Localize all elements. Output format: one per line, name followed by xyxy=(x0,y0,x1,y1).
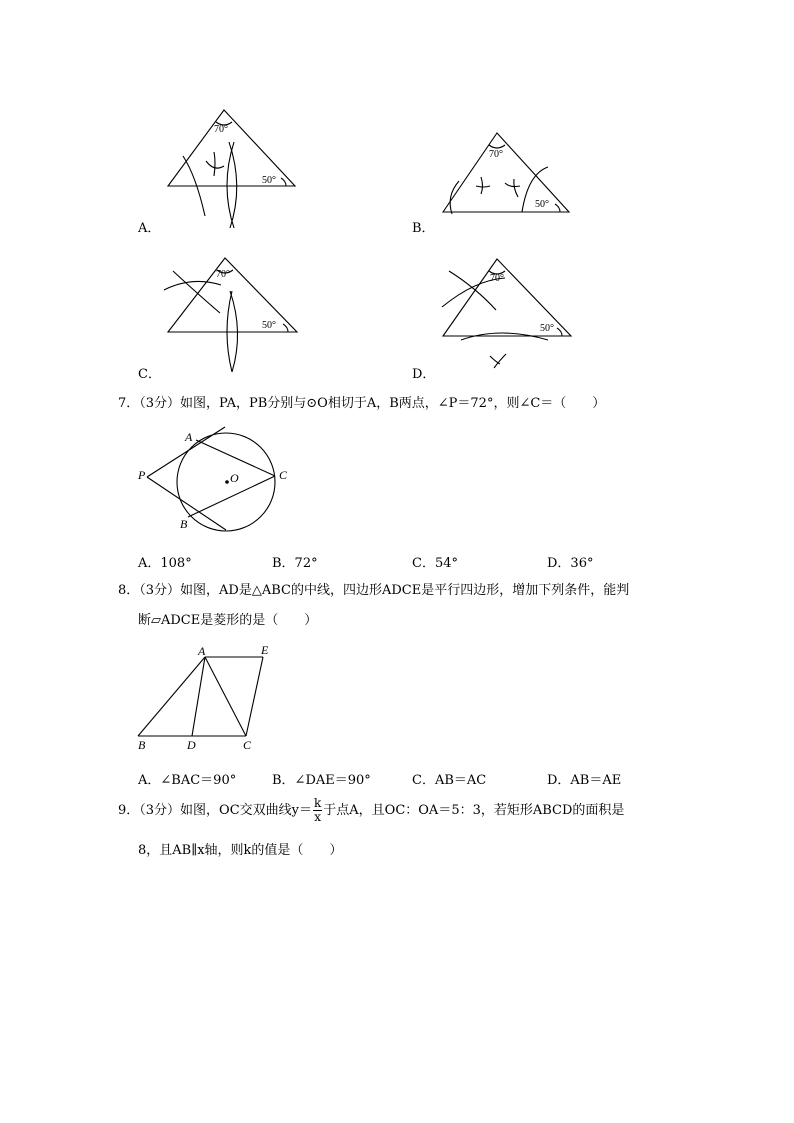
q7-option-d[interactable]: D．36° xyxy=(547,556,594,571)
point-label-p: P xyxy=(138,468,146,482)
q8-option-c[interactable]: C．AB＝AC xyxy=(412,773,487,788)
point-label-b: B xyxy=(180,517,188,531)
point-label-a: A xyxy=(185,430,193,444)
point-label-d: D xyxy=(187,738,196,752)
q7-option-b[interactable]: B．72° xyxy=(272,556,318,571)
question-9-stem-line1 xyxy=(118,797,624,825)
point-label-b: B xyxy=(138,738,146,752)
angle-label-50-d: 50° xyxy=(540,323,554,334)
option-c-label[interactable]: C． xyxy=(138,367,161,382)
question-7-stem: 7．（3分）如图，PA，PB分别与⊙O相切于A，B两点，∠P＝72°，则∠C＝（ ） xyxy=(118,396,606,411)
q9-stem-suffix: 于点A，且OC：OA＝5：3，若矩形ABCD的面积是 xyxy=(323,803,625,818)
option-d-label[interactable]: D． xyxy=(412,367,436,382)
q8-option-b[interactable]: B．∠DAE＝90° xyxy=(272,773,371,788)
question-8-stem-line1: 8．（3分）如图，AD是△ABC的中线，四边形ADCE是平行四边形，增加下列条件，能判 xyxy=(118,583,630,598)
angle-label-70-c: 70° xyxy=(216,269,230,280)
point-label-c: C xyxy=(243,738,252,752)
angle-label-50-a: 50° xyxy=(262,175,276,186)
option-b-label[interactable]: B． xyxy=(412,221,435,236)
angle-label-70-a: 70° xyxy=(214,124,228,135)
point-label-e: E xyxy=(261,643,269,657)
angle-label-70-d: 70° xyxy=(490,273,504,284)
point-label-o: O xyxy=(230,471,239,485)
fraction-numerator: k xyxy=(314,796,322,810)
question-9-stem-line2: 8，且AB∥x轴，则k的值是（ ） xyxy=(138,843,343,858)
q8-option-a[interactable]: A．∠BAC＝90° xyxy=(138,773,237,788)
point-label-a: A xyxy=(198,644,206,658)
q8-option-d[interactable]: D．AB＝AE xyxy=(547,773,622,788)
fraction-k-over-x xyxy=(313,797,322,824)
angle-label-50-b: 50° xyxy=(535,199,549,210)
angle-label-50-c: 50° xyxy=(262,320,276,331)
option-a-label[interactable]: A． xyxy=(138,221,161,236)
fraction-denominator: x xyxy=(314,810,322,824)
point-label-c: C xyxy=(279,468,288,482)
angle-label-70-b: 70° xyxy=(489,149,503,160)
question-8-stem-line2: 断▱ADCE是菱形的是（ ） xyxy=(138,613,318,628)
q9-stem-prefix: 9．（3分）如图，OC交双曲线y＝ xyxy=(118,803,312,818)
q7-option-a[interactable]: A．108° xyxy=(138,556,192,571)
q7-option-c[interactable]: C．54° xyxy=(412,556,458,571)
